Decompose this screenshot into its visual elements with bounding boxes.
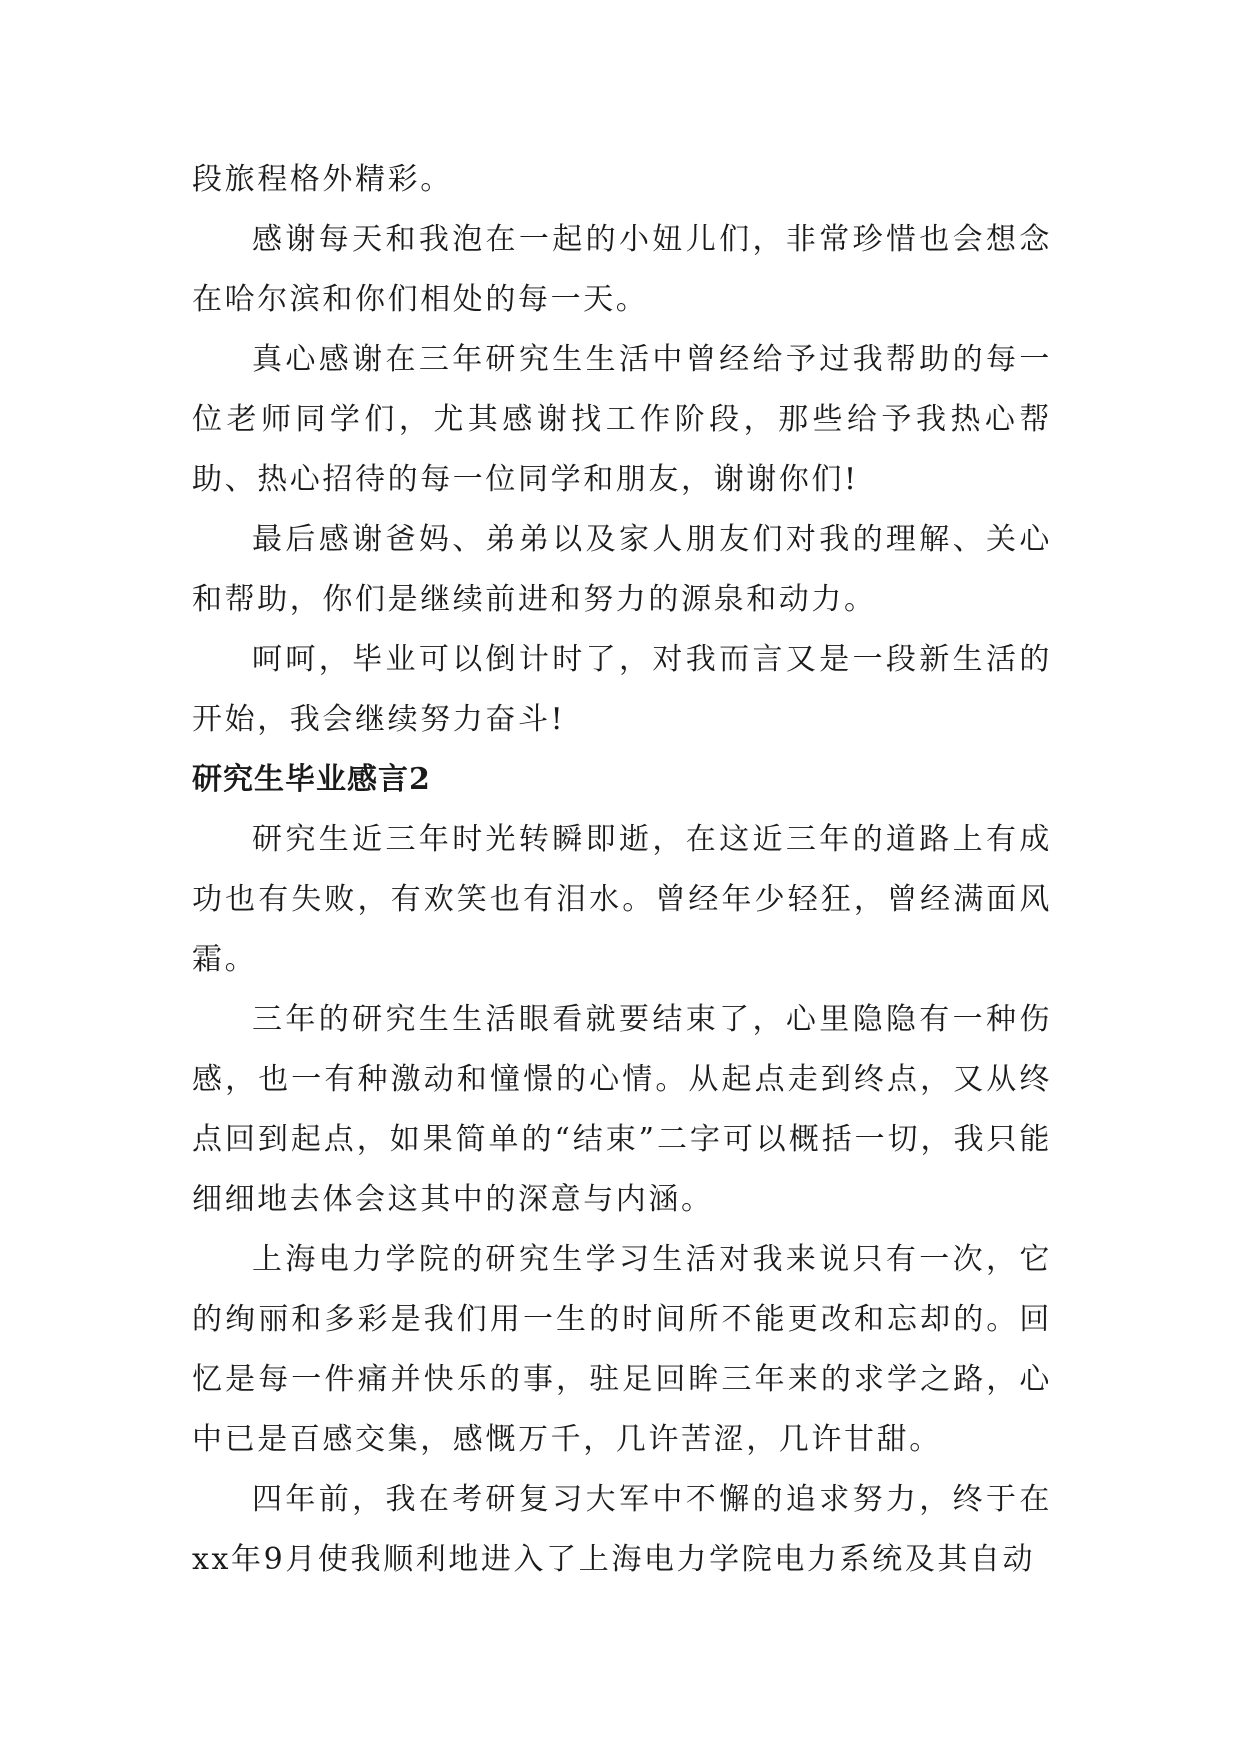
paragraph-2: 感谢每天和我泡在一起的小妞儿们，非常珍惜也会想念在哈尔滨和你们相处的每一天。 [192,222,1052,317]
section-paragraph-3: 上海电力学院的研究生学习生活对我来说只有一次，它的绚丽和多彩是我们用一生的时间所不能更改和忘却的。回忆是每一件痛并快乐的事，驻足回眸三年来的求学之路，心中已是百感交集，感慨万千，几许苦涩，几许甘甜。 [192,1242,1052,1457]
paragraph-4: 最后感谢爸妈、弟弟以及家人朋友们对我的理解、关心和帮助，你们是继续前进和努力的源泉和动力。 [192,522,1052,617]
section-title: 研究生毕业感言2 [192,762,431,797]
paragraph-5: 呵呵，毕业可以倒计时了，对我而言又是一段新生活的开始，我会继续努力奋斗! [192,642,1052,737]
paragraph-3: 真心感谢在三年研究生生活中曾经给予过我帮助的每一位老师同学们，尤其感谢找工作阶段，那些给予我热心帮助、热心招待的每一位同学和朋友，谢谢你们! [192,342,1052,497]
section-paragraph-4: 四年前，我在考研复习大军中不懈的追求努力，终于在xx年9月使我顺利地进入了上海电力学院电力系统及其自动 [192,1482,1052,1577]
paragraph-1: 段旅程格外精彩。 [192,162,453,197]
document-page [192,150,1052,1590]
section-paragraph-2: 三年的研究生生活眼看就要结束了，心里隐隐有一种伤感，也一有种激动和憧憬的心情。从起点走到终点，又从终点回到起点，如果简单的“结束”二字可以概括一切，我只能细细地去体会这其中的深意与内涵。 [192,1002,1052,1217]
section-paragraph-1: 研究生近三年时光转瞬即逝，在这近三年的道路上有成功也有失败，有欢笑也有泪水。曾经年少轻狂，曾经满面风霜。 [192,822,1052,977]
